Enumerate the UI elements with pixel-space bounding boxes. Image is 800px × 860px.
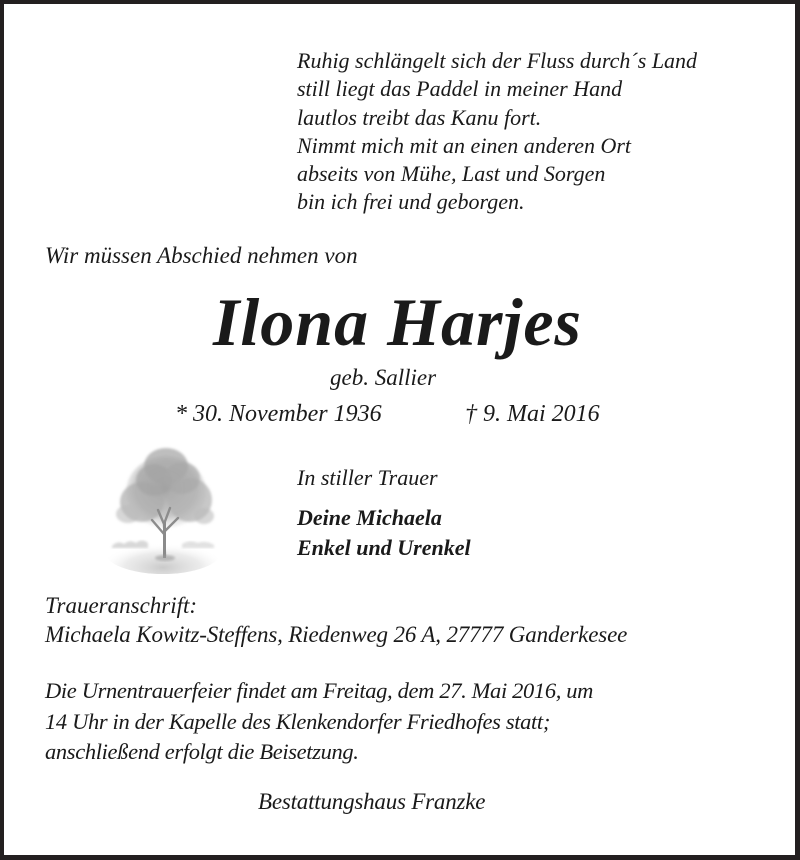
maiden-name: geb. Sallier [330,365,437,390]
tree-icon [104,444,222,574]
ceremony-line: Die Urnentrauerfeier findet am Freitag, dem 27. Mai 2016, um [45,678,594,703]
poem-line: lautlos treibt das Kanu fort. [297,104,542,130]
poem [297,47,697,217]
ceremony-line: anschließend erfolgt die Beisetzung. [45,739,359,764]
farewell-intro: Wir müssen Abschied nehmen von [45,243,358,268]
deceased-name [4,282,795,362]
ceremony-details [45,676,593,768]
mourners [297,503,471,563]
address-value: Michaela Kowitz-Steffens, Riedenweg 26 A, 27777 Ganderkesee [45,622,628,647]
birth-date: * 30. November 1936 [175,401,382,427]
deceased-name-text: Ilona Harjes [212,284,583,360]
death-date: † 9. Mai 2016 [465,401,600,427]
ceremony-line: 14 Uhr in der Kapelle des Klenkendorfer Friedhofes statt; [45,708,550,734]
poem-line: Nimmt mich mit an einen anderen Ort [297,132,632,158]
mourner-name: Enkel und Urenkel [297,535,471,560]
poem-line: Ruhig schlängelt sich der Fluss durch´s Land [297,48,698,73]
mourner-name: Deine Michaela [297,505,442,530]
poem-line: still liegt das Paddel in meiner Hand [297,76,623,102]
funeral-home: Bestattungshaus Franzke [258,789,486,814]
mourning-intro: In stiller Trauer [297,465,438,490]
poem-line: bin ich frei und geborgen. [297,189,525,215]
poem-line: abseits von Mühe, Last und Sorgen [297,161,606,187]
address-label: Traueranschrift: [45,593,198,618]
